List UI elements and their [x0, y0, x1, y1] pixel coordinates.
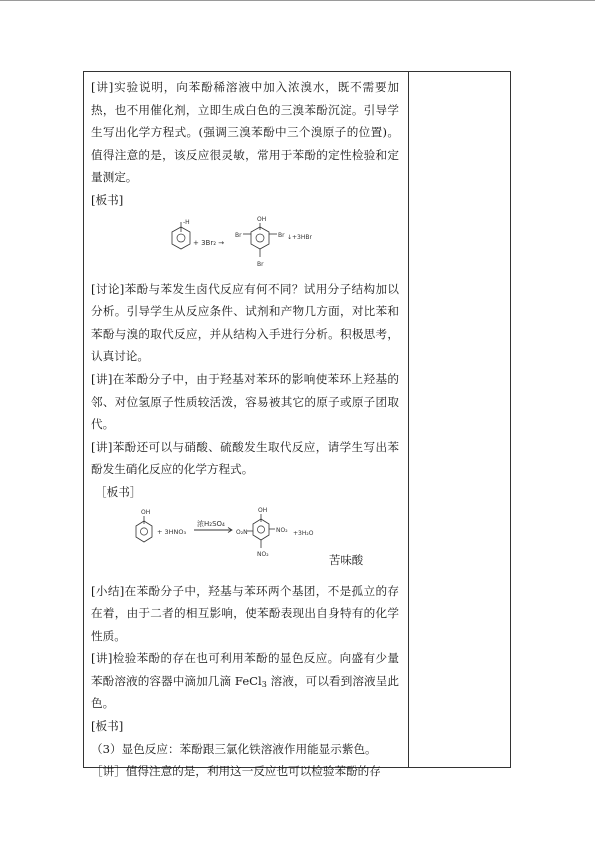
picric-oh-label: OH	[258, 506, 268, 514]
reagent-hno3-label: + 3HNO₃	[157, 527, 187, 536]
picric-acid-caption: 苦味酸	[329, 552, 364, 567]
board-label-3: [板书]	[91, 719, 124, 734]
product-br-bottom-label: Br	[257, 260, 264, 268]
reactant-oh-label: OH	[141, 508, 151, 516]
summary-mutual-influence: [小结]在苯酚分子中，羟基与苯环两个基团，不是孤立的存在着，由于二者的相互影响，使苯酚表现出自身特有的化学性质。	[91, 583, 399, 643]
water-byproduct-label: +3H₂O	[293, 529, 314, 537]
picric-o2n-label: O₂N	[236, 528, 248, 536]
explanation-detection: ［讲］值得注意的是，利用这一反应也可以检验苯酚的存	[91, 764, 381, 779]
page-top-rule	[0, 0, 595, 1]
color-reaction-text-b: 溶液，可以看到溶液呈此色。	[91, 673, 400, 711]
bromination-equation-drawing	[91, 212, 399, 278]
fecl3-subscript: 3	[261, 679, 267, 689]
explanation-hydroxyl-effect: [讲]在苯酚分子中，由于羟基对苯环的影响使苯环上羟基的邻、对位氢原子性质较活泼，容易被其它的原子或原子团取代。	[91, 371, 399, 432]
product-oh-label: OH	[257, 215, 267, 223]
color-reaction-statement: （3）显色反应：苯酚跟三氯化铁溶液作用能显示紫色。	[91, 741, 377, 756]
table-column-divider	[408, 71, 409, 768]
explanation-color-reaction	[91, 647, 399, 715]
nitration-equation	[91, 504, 399, 580]
product-br-left-label: Br	[235, 231, 242, 239]
reagent-label: + 3Br₂ →	[193, 238, 225, 247]
picric-no2-bottom-label: NO₂	[257, 550, 269, 558]
explanation-bromination: [讲]实验说明，向苯酚稀溶液中加入浓溴水，既不需要加热，也不用催化剂，立即生成白色的三溴苯酚沉淀。引导学生写出化学方程式。(强调三溴苯酚中三个溴原子的位置)。值得注意的是，该反应很灵敏，常用于苯酚的定性检验和定量测定。	[91, 80, 399, 185]
bromination-equation	[91, 212, 399, 278]
picric-no2-right-label: NO₂	[276, 526, 288, 534]
product-br-right-label: Br	[278, 231, 285, 239]
discussion-halogenation: [讨论]苯酚与苯发生卤代反应有何不同？试用分子结构加以分析。引导学生从反应条件、试剂和产物几方面，对比苯和苯酚与溴的取代反应，并从结构入手进行分析。积极思考，认真讨论。	[91, 281, 399, 364]
lesson-content-cell	[91, 76, 399, 783]
board-label-1: [板书]	[91, 192, 124, 207]
byproduct-label: ↓+3HBr	[287, 233, 312, 241]
board-label-2: ［板书］	[95, 484, 142, 499]
reactant-group-label: -H	[183, 218, 190, 226]
explanation-nitration: [讲]苯酚还可以与硝酸、硫酸发生取代反应，请学生写出苯酚发生硝化反应的化学方程式。	[91, 439, 399, 477]
color-reaction-text-a: [讲]检验苯酚的存在也可利用苯酚的显色反应。向盛有少量苯酚溶液的容器中滴加几滴 FeCl	[91, 651, 399, 688]
reaction-condition-label: 浓H₂SO₄	[197, 519, 225, 528]
